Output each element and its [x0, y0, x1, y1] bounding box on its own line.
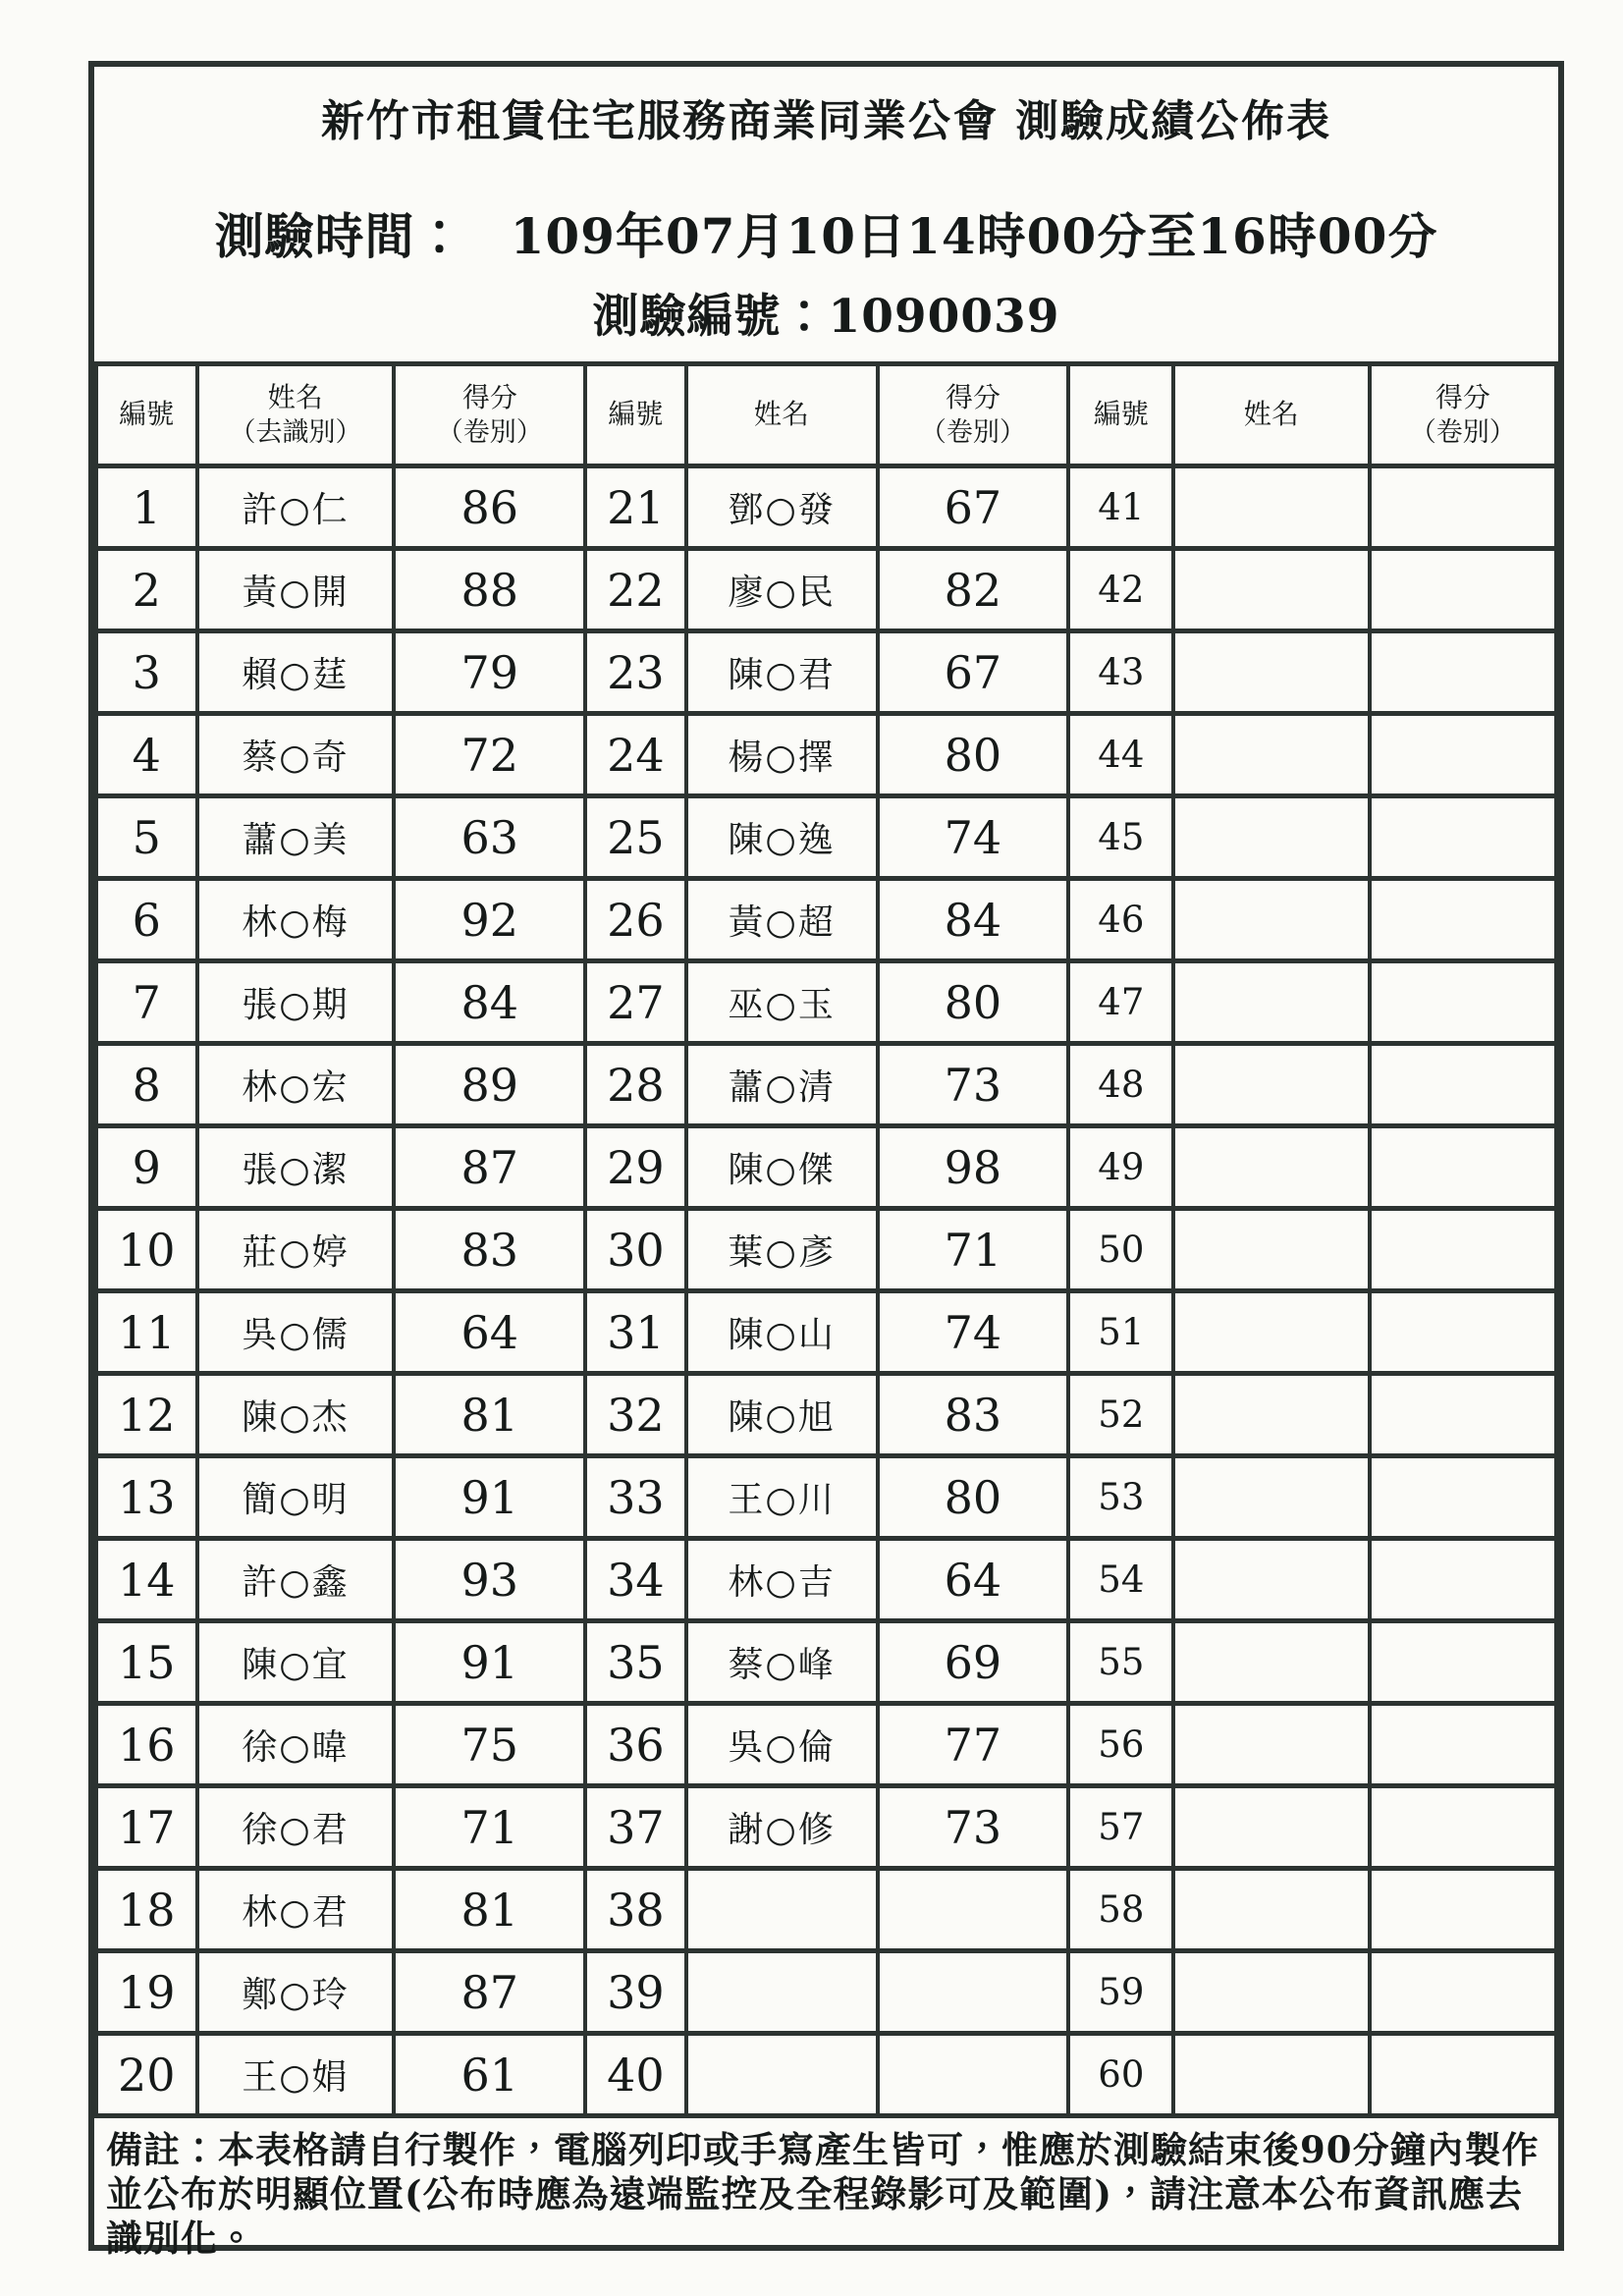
cell-number: 2 [96, 549, 197, 631]
cell-score: 88 [394, 549, 585, 631]
cell-number: 35 [585, 1621, 686, 1704]
cell-score: 64 [394, 1291, 585, 1374]
cell-score: 83 [878, 1374, 1069, 1456]
cell-number: 1 [96, 466, 197, 549]
header-cell-no-2: 編號 [585, 364, 686, 466]
cell-name: 陳○傑 [686, 1126, 878, 1209]
cell-score: 91 [394, 1456, 585, 1539]
cell-name: 謝○修 [686, 1786, 878, 1869]
header-cell-no-1: 編號 [96, 364, 197, 466]
header-cell-score-3: 得分 （卷別） [1370, 364, 1556, 466]
cell-score [1370, 1374, 1556, 1456]
cell-number: 40 [585, 2034, 686, 2116]
cell-score: 82 [878, 549, 1069, 631]
exam-time-label: 測驗時間： [214, 206, 465, 265]
cell-number: 47 [1068, 961, 1173, 1044]
cell-name [1173, 631, 1369, 714]
cell-score [1370, 1621, 1556, 1704]
cell-name: 蕭○清 [686, 1044, 878, 1126]
cell-number: 19 [96, 1951, 197, 2034]
cell-name: 莊○婷 [197, 1209, 395, 1291]
cell-name: 葉○彥 [686, 1209, 878, 1291]
cell-number: 17 [96, 1786, 197, 1869]
cell-name [686, 1869, 878, 1951]
cell-name: 陳○旭 [686, 1374, 878, 1456]
table-row [96, 1704, 1556, 1786]
cell-number: 29 [585, 1126, 686, 1209]
cell-score: 77 [878, 1704, 1069, 1786]
score-table-body [96, 466, 1556, 2116]
cell-name: 張○期 [197, 961, 395, 1044]
cell-name: 王○娟 [197, 2034, 395, 2116]
note-text: 備註：本表格請自行製作，電腦列印或手寫產生皆可，惟應於測驗結束後90分鐘內製作並公布於明顯位置(公布時應為遠端監控及全程錄影可及範圍)，請注意本公布資訊應去識別化。 [106, 2128, 1540, 2261]
table-row [96, 1621, 1556, 1704]
cell-score [1370, 1044, 1556, 1126]
table-row [96, 879, 1556, 961]
cell-number: 48 [1068, 1044, 1173, 1126]
cell-number: 50 [1068, 1209, 1173, 1291]
cell-name: 黃○開 [197, 549, 395, 631]
cell-number: 6 [96, 879, 197, 961]
cell-number: 43 [1068, 631, 1173, 714]
cell-name [1173, 466, 1369, 549]
cell-name [1173, 1951, 1369, 2034]
cell-number: 20 [96, 2034, 197, 2116]
cell-number: 9 [96, 1126, 197, 1209]
cell-score [1370, 714, 1556, 796]
header-cell-name-1: 姓名 （去識別） [197, 364, 395, 466]
exam-number-label: 測驗編號： [592, 289, 829, 344]
cell-number: 36 [585, 1704, 686, 1786]
cell-number: 58 [1068, 1869, 1173, 1951]
cell-score: 80 [878, 961, 1069, 1044]
exam-time-value: 109年07月10日14時00分至16時00分 [510, 206, 1438, 265]
table-row [96, 1951, 1556, 2034]
cell-name [1173, 1044, 1369, 1126]
table-row [96, 1456, 1556, 1539]
table-row [96, 1786, 1556, 1869]
cell-score: 83 [394, 1209, 585, 1291]
cell-number: 42 [1068, 549, 1173, 631]
cell-name [1173, 1869, 1369, 1951]
cell-score: 71 [394, 1786, 585, 1869]
cell-number: 12 [96, 1374, 197, 1456]
exam-number-line [94, 280, 1558, 346]
cell-name: 吳○儒 [197, 1291, 395, 1374]
cell-name [1173, 1621, 1369, 1704]
cell-number: 37 [585, 1786, 686, 1869]
table-row [96, 1869, 1556, 1951]
table-row [96, 466, 1556, 549]
table-row [96, 714, 1556, 796]
cell-name: 林○君 [197, 1869, 395, 1951]
cell-score: 75 [394, 1704, 585, 1786]
cell-number: 23 [585, 631, 686, 714]
cell-name [1173, 879, 1369, 961]
cell-name [1173, 1539, 1369, 1621]
header-cell-score-2: 得分 （卷別） [878, 364, 1069, 466]
cell-score: 98 [878, 1126, 1069, 1209]
cell-name: 徐○君 [197, 1786, 395, 1869]
cell-number: 25 [585, 796, 686, 879]
cell-number: 51 [1068, 1291, 1173, 1374]
cell-score: 67 [878, 631, 1069, 714]
cell-number: 28 [585, 1044, 686, 1126]
cell-number: 31 [585, 1291, 686, 1374]
cell-score [1370, 879, 1556, 961]
cell-score [1370, 631, 1556, 714]
cell-number: 3 [96, 631, 197, 714]
cell-name: 陳○逸 [686, 796, 878, 879]
cell-name: 廖○民 [686, 549, 878, 631]
cell-score: 64 [878, 1539, 1069, 1621]
exam-time-line [94, 197, 1558, 268]
cell-score: 81 [394, 1869, 585, 1951]
title-block [94, 67, 1558, 361]
table-row [96, 796, 1556, 879]
cell-score: 73 [878, 1044, 1069, 1126]
cell-score [878, 1951, 1069, 2034]
cell-name: 陳○山 [686, 1291, 878, 1374]
cell-name [1173, 1704, 1369, 1786]
cell-name: 陳○君 [686, 631, 878, 714]
cell-name: 鄧○發 [686, 466, 878, 549]
cell-number: 10 [96, 1209, 197, 1291]
cell-name [1173, 1456, 1369, 1539]
cell-score: 74 [878, 796, 1069, 879]
cell-score: 73 [878, 1786, 1069, 1869]
cell-number: 15 [96, 1621, 197, 1704]
cell-name [1173, 1126, 1369, 1209]
cell-name: 鄭○玲 [197, 1951, 395, 2034]
cell-score [1370, 1456, 1556, 1539]
cell-score: 84 [394, 961, 585, 1044]
cell-number: 21 [585, 466, 686, 549]
cell-name: 黃○超 [686, 879, 878, 961]
cell-score [1370, 1539, 1556, 1621]
table-row [96, 1539, 1556, 1621]
cell-score: 92 [394, 879, 585, 961]
cell-name: 張○潔 [197, 1126, 395, 1209]
document-title: 新竹市租賃住宅服務商業同業公會 測驗成績公佈表 [320, 96, 1332, 146]
cell-name: 蔡○峰 [686, 1621, 878, 1704]
cell-number: 38 [585, 1869, 686, 1951]
cell-name: 徐○暐 [197, 1704, 395, 1786]
cell-name [686, 2034, 878, 2116]
cell-name: 簡○明 [197, 1456, 395, 1539]
cell-name: 蕭○美 [197, 796, 395, 879]
cell-score [1370, 1951, 1556, 2034]
cell-number: 4 [96, 714, 197, 796]
cell-score: 63 [394, 796, 585, 879]
cell-score: 86 [394, 466, 585, 549]
cell-score: 69 [878, 1621, 1069, 1704]
cell-score [1370, 796, 1556, 879]
cell-number: 8 [96, 1044, 197, 1126]
cell-number: 39 [585, 1951, 686, 2034]
cell-number: 60 [1068, 2034, 1173, 2116]
cell-score: 87 [394, 1951, 585, 2034]
cell-score [1370, 1291, 1556, 1374]
cell-name [1173, 714, 1369, 796]
cell-score [1370, 549, 1556, 631]
cell-number: 34 [585, 1539, 686, 1621]
cell-score: 80 [878, 1456, 1069, 1539]
cell-number: 24 [585, 714, 686, 796]
cell-score: 89 [394, 1044, 585, 1126]
cell-number: 53 [1068, 1456, 1173, 1539]
header-cell-no-3: 編號 [1068, 364, 1173, 466]
cell-name: 楊○擇 [686, 714, 878, 796]
score-table [94, 361, 1558, 2118]
cell-score [1370, 466, 1556, 549]
cell-number: 27 [585, 961, 686, 1044]
cell-name [1173, 549, 1369, 631]
cell-number: 44 [1068, 714, 1173, 796]
cell-name [1173, 1786, 1369, 1869]
cell-number: 56 [1068, 1704, 1173, 1786]
cell-number: 5 [96, 796, 197, 879]
cell-number: 59 [1068, 1951, 1173, 2034]
cell-number: 32 [585, 1374, 686, 1456]
score-sheet [88, 61, 1564, 2261]
cell-number: 16 [96, 1704, 197, 1786]
cell-name: 陳○杰 [197, 1374, 395, 1456]
cell-number: 49 [1068, 1126, 1173, 1209]
cell-number: 33 [585, 1456, 686, 1539]
cell-score: 67 [878, 466, 1069, 549]
cell-score [878, 1869, 1069, 1951]
cell-score: 93 [394, 1539, 585, 1621]
cell-number: 14 [96, 1539, 197, 1621]
cell-number: 45 [1068, 796, 1173, 879]
cell-number: 26 [585, 879, 686, 961]
table-row [96, 631, 1556, 714]
cell-name: 王○川 [686, 1456, 878, 1539]
cell-name: 吳○倫 [686, 1704, 878, 1786]
cell-score: 79 [394, 631, 585, 714]
table-row [96, 1209, 1556, 1291]
cell-number: 55 [1068, 1621, 1173, 1704]
cell-score [1370, 1704, 1556, 1786]
cell-number: 7 [96, 961, 197, 1044]
cell-number: 46 [1068, 879, 1173, 961]
cell-score: 84 [878, 879, 1069, 961]
cell-name [1173, 961, 1369, 1044]
cell-name: 林○吉 [686, 1539, 878, 1621]
header-row [96, 364, 1556, 466]
cell-number: 22 [585, 549, 686, 631]
cell-number: 30 [585, 1209, 686, 1291]
cell-score [1370, 1126, 1556, 1209]
cell-name: 許○仁 [197, 466, 395, 549]
table-row [96, 1291, 1556, 1374]
exam-number-value: 1090039 [828, 289, 1060, 344]
score-table-header [96, 364, 1556, 466]
cell-name: 巫○玉 [686, 961, 878, 1044]
cell-score: 71 [878, 1209, 1069, 1291]
cell-score [1370, 1209, 1556, 1291]
header-cell-name-3: 姓名 [1173, 364, 1369, 466]
cell-name [686, 1951, 878, 2034]
header-cell-name-2: 姓名 [686, 364, 878, 466]
cell-name: 陳○宜 [197, 1621, 395, 1704]
table-row [96, 1044, 1556, 1126]
cell-number: 52 [1068, 1374, 1173, 1456]
cell-name [1173, 1291, 1369, 1374]
cell-name: 林○梅 [197, 879, 395, 961]
cell-number: 57 [1068, 1786, 1173, 1869]
table-row [96, 2034, 1556, 2116]
cell-score: 61 [394, 2034, 585, 2116]
table-row [96, 961, 1556, 1044]
cell-score [1370, 961, 1556, 1044]
cell-name [1173, 1374, 1369, 1456]
table-row [96, 1126, 1556, 1209]
cell-score [1370, 1869, 1556, 1951]
cell-name [1173, 2034, 1369, 2116]
cell-score [1370, 2034, 1556, 2116]
cell-name: 蔡○奇 [197, 714, 395, 796]
cell-name [1173, 796, 1369, 879]
cell-number: 41 [1068, 466, 1173, 549]
table-row [96, 1374, 1556, 1456]
cell-score: 87 [394, 1126, 585, 1209]
cell-name: 林○宏 [197, 1044, 395, 1126]
cell-score: 91 [394, 1621, 585, 1704]
table-row [96, 549, 1556, 631]
cell-name: 賴○莛 [197, 631, 395, 714]
cell-score [1370, 1786, 1556, 1869]
cell-score: 72 [394, 714, 585, 796]
cell-number: 11 [96, 1291, 197, 1374]
cell-name [1173, 1209, 1369, 1291]
cell-score: 81 [394, 1374, 585, 1456]
cell-score [878, 2034, 1069, 2116]
cell-number: 13 [96, 1456, 197, 1539]
cell-score: 80 [878, 714, 1069, 796]
cell-score: 74 [878, 1291, 1069, 1374]
cell-number: 54 [1068, 1539, 1173, 1621]
cell-number: 18 [96, 1869, 197, 1951]
cell-name: 許○鑫 [197, 1539, 395, 1621]
header-cell-score-1: 得分 （卷別） [394, 364, 585, 466]
